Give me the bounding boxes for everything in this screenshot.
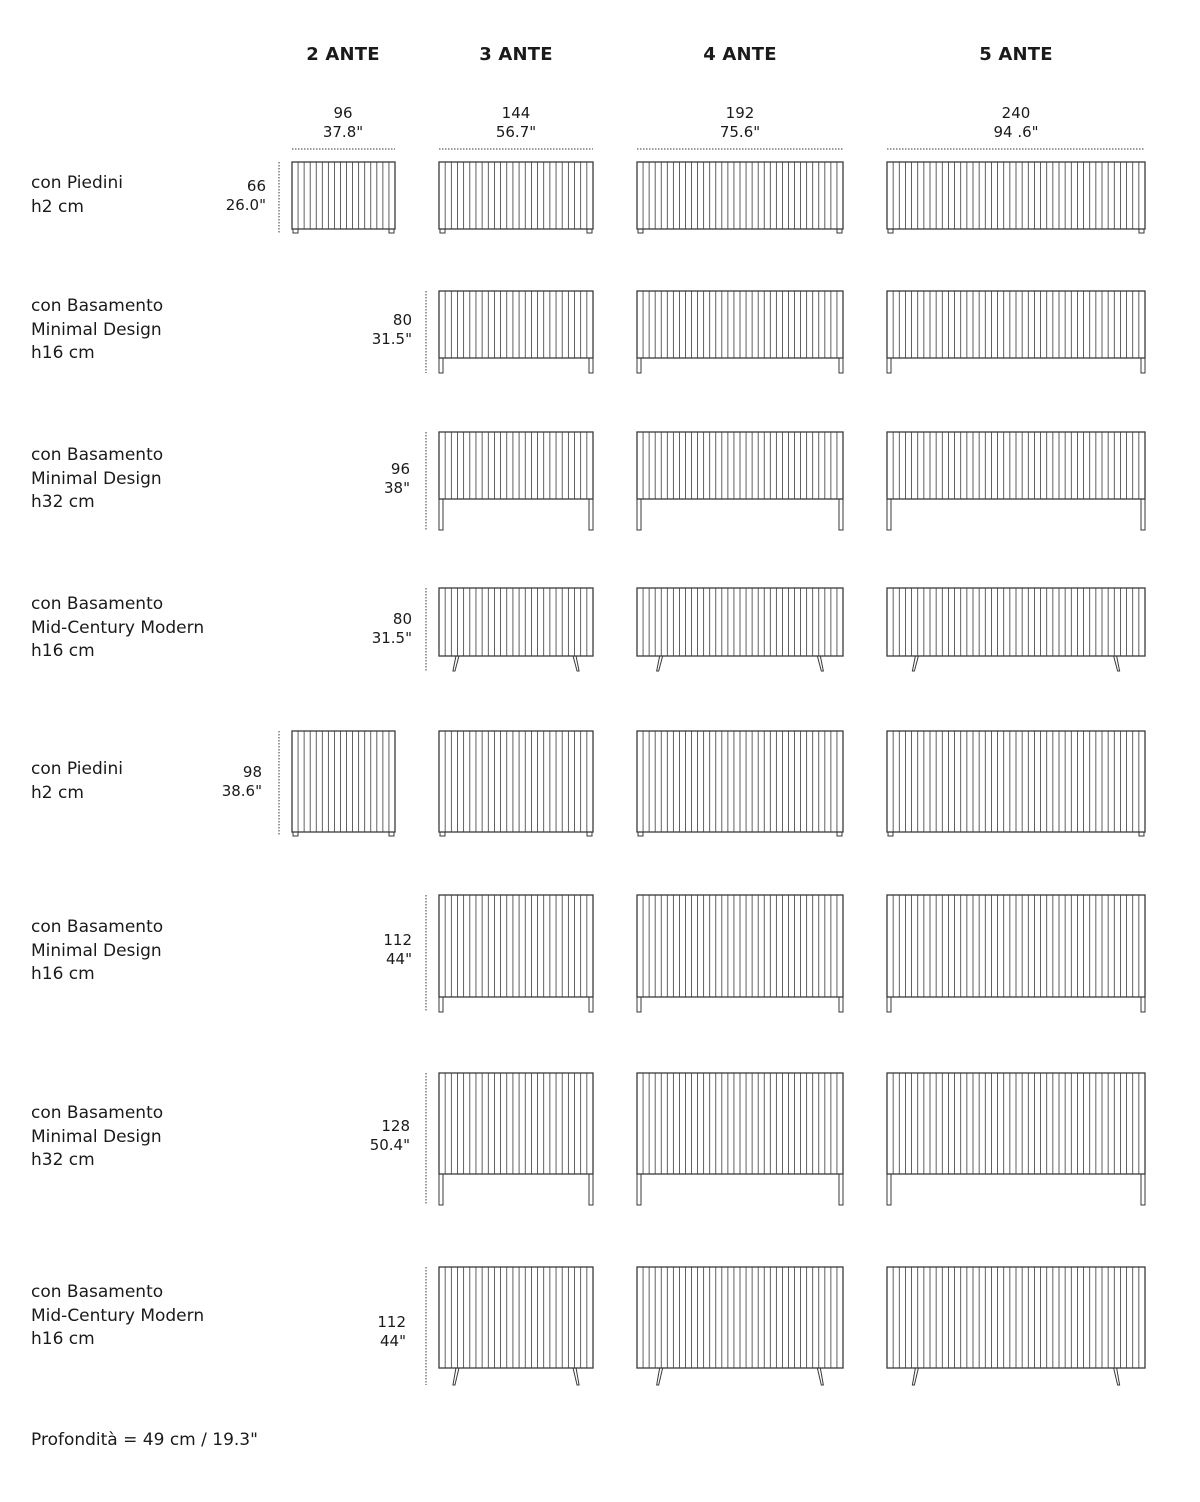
width-in: 75.6" [719,123,761,141]
leg-left [887,499,891,530]
tapered-leg-right [1114,1368,1120,1385]
tapered-leg-right [573,1368,579,1385]
row-label-line: con Basamento [31,1282,164,1302]
sideboard-body [439,162,593,229]
sideboard-body [292,731,395,832]
sideboard-body [439,588,593,656]
row-label-line: Minimal Design [31,319,162,340]
leg-right [1141,499,1145,530]
leg-right [839,1174,843,1205]
width-cm: 96 [333,104,353,122]
height-in: 31.5" [371,330,412,348]
height-cm: 66 [246,177,266,195]
row-label-line: h16 cm [31,964,95,984]
leg-left [637,1174,641,1205]
tapered-leg-right [1114,656,1120,671]
leg-left [439,358,443,373]
row-label-line: h16 cm [31,1329,95,1349]
row-label-line: h32 cm [31,492,95,512]
row-label-line: con Basamento [31,1103,164,1123]
leg-left [887,997,891,1012]
tapered-leg-left [453,656,459,671]
tapered-leg-right [817,1368,823,1385]
leg-left [637,997,641,1012]
height-in: 50.4" [369,1136,410,1154]
row-label-line: Minimal Design [31,1126,162,1147]
leg-right [589,1174,593,1205]
height-cm: 98 [242,763,262,781]
sideboard-body [439,1267,593,1368]
sideboard-body [439,291,593,358]
leg-right [1141,997,1145,1012]
depth-footnote: Profondità = 49 cm / 19.3" [31,1430,258,1450]
row-label-line: con Piedini [31,759,123,779]
leg-left [887,358,891,373]
height-cm: 112 [383,931,412,949]
row-label-line: Mid-Century Modern [31,1305,205,1326]
column-header-3-ante: 3 ANTE [479,44,553,65]
tapered-leg-left [453,1368,459,1385]
tapered-leg-left [657,656,663,671]
leg-right [1141,358,1145,373]
row-label-line: Mid-Century Modern [31,617,205,638]
leg-right [1141,1174,1145,1205]
width-in: 94 .6" [993,123,1039,141]
sideboard-body [439,731,593,832]
row-label-line: h32 cm [31,1150,95,1170]
tapered-leg-right [573,656,579,671]
row-label-line: h16 cm [31,641,95,661]
row-label-line: con Basamento [31,917,164,937]
tapered-leg-left [912,1368,918,1385]
leg-right [589,499,593,530]
height-in: 44" [380,1332,406,1350]
leg-left [637,499,641,530]
row-label-line: Minimal Design [31,468,162,489]
row-label-line: con Basamento [31,594,164,614]
row-label-line: h2 cm [31,196,84,217]
row-label-line: Minimal Design [31,940,162,961]
width-cm: 192 [725,104,755,122]
leg-right [839,499,843,530]
tapered-leg-right [817,656,823,671]
sideboard-body [439,1073,593,1174]
row-label-line: con Piedini [31,173,123,193]
tapered-leg-left [912,656,918,671]
height-cm: 80 [392,311,412,329]
column-header-5-ante: 5 ANTE [979,44,1053,65]
leg-left [637,358,641,373]
row-label-line: h2 cm [31,782,84,803]
tapered-leg-left [657,1368,663,1385]
leg-left [439,499,443,530]
height-in: 31.5" [371,629,412,647]
height-in: 38.6" [221,782,262,800]
height-in: 44" [386,950,412,968]
leg-left [887,1174,891,1205]
leg-right [839,358,843,373]
width-in: 37.8" [322,123,364,141]
row-label-line: h16 cm [31,343,95,363]
leg-left [439,997,443,1012]
height-cm: 96 [390,460,410,478]
height-cm: 128 [381,1117,410,1135]
sideboard-body [439,432,593,499]
sideboard-body [439,895,593,997]
height-cm: 80 [392,610,412,628]
height-in: 26.0" [225,196,266,214]
row-label-line: con Basamento [31,296,164,316]
width-in: 56.7" [495,123,537,141]
width-cm: 144 [501,104,531,122]
leg-right [839,997,843,1012]
column-header-4-ante: 4 ANTE [703,44,777,65]
leg-right [589,358,593,373]
width-cm: 240 [1001,104,1031,122]
sideboard-body [292,162,395,229]
leg-right [589,997,593,1012]
leg-left [439,1174,443,1205]
row-label-line: con Basamento [31,445,164,465]
height-in: 38" [384,479,410,497]
column-header-2-ante: 2 ANTE [306,44,380,65]
height-cm: 112 [377,1313,406,1331]
